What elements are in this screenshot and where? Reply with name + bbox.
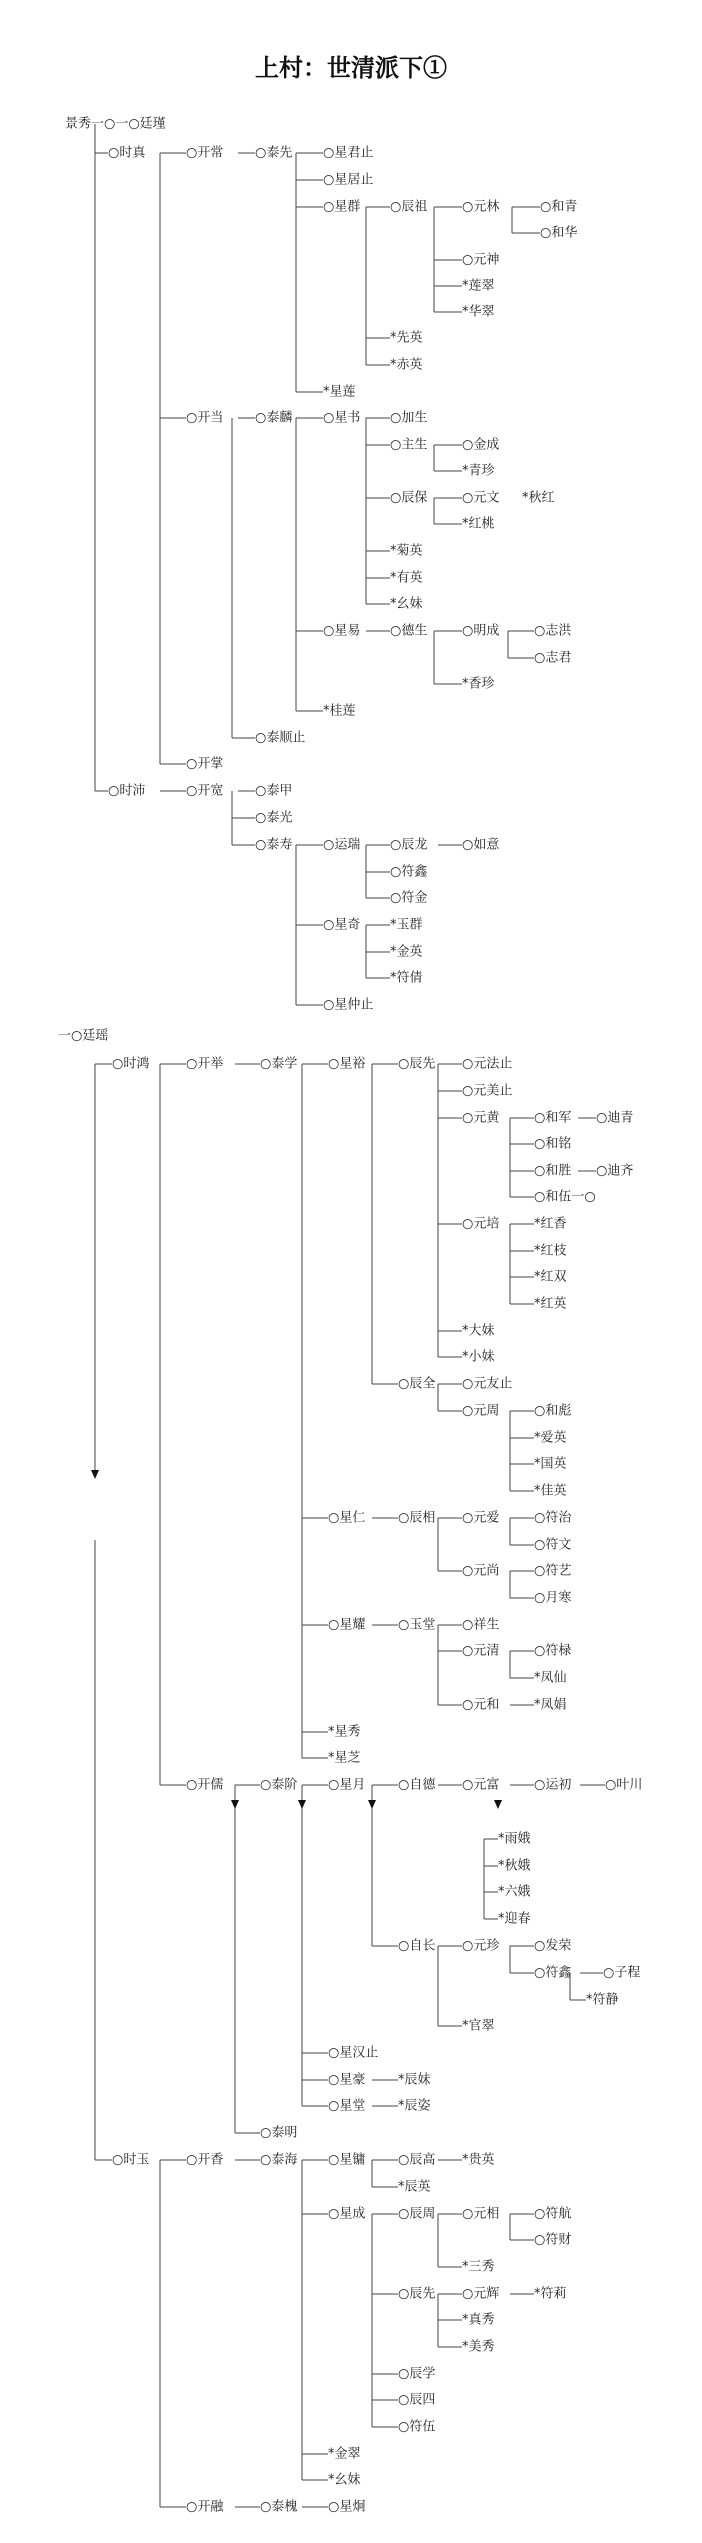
person-node: *金英 [390,944,423,960]
person-node: *星芝 [328,1750,361,1766]
person-node: *符倩 [390,970,423,986]
person-node: ○泰寿 [255,837,293,853]
person-node: *辰姿 [398,2098,431,2114]
person-node: ○符艺 [534,1563,572,1579]
person-node: ○星月 [328,1777,366,1793]
person-node: *红枝 [534,1243,567,1259]
tree-labels [58,117,642,2515]
person-node: ○星易 [323,623,361,639]
person-node: ○星镛 [328,2152,366,2168]
person-node: *佳英 [534,1483,567,1499]
down-arrow-icon [494,1800,502,1809]
tree-connectors [91,124,605,2507]
person-node: ○元珍 [462,1938,500,1954]
person-node: ○泰海 [260,2152,298,2168]
person-node: ○符治 [534,1510,572,1526]
person-node: ○元文 [462,490,500,506]
person-node: ○泰顺止 [255,730,306,746]
person-node: ○开香 [186,2152,224,2168]
down-arrow-icon [298,1800,306,1809]
person-node: ○符椂 [534,1643,572,1659]
person-node: ○泰麟 [255,410,293,426]
person-node: *菊英 [390,543,423,559]
person-node: *红香 [534,1216,567,1232]
person-node: *真秀 [462,2312,495,2328]
person-node: *红桃 [462,516,495,532]
person-node: ○和铭 [534,1136,572,1152]
person-node: *凤娟 [534,1697,567,1713]
person-node: ○开宽 [186,783,224,799]
person-node: *先英 [390,330,423,346]
person-node: *有英 [390,570,423,586]
person-node: ○志君 [534,650,572,666]
person-node: *贵英 [462,2152,495,2168]
person-node: ○辰祖 [390,199,428,215]
person-node: *秋娥 [498,1858,531,1874]
person-node: ○辰高 [398,2152,436,2168]
person-node: *凤仙 [534,1670,567,1686]
person-node: *美秀 [462,2339,495,2355]
down-arrow-icon [368,1800,376,1809]
person-node: ○和华 [540,225,578,241]
person-node: *星秀 [328,1724,361,1740]
person-node: ○星炯 [328,2499,366,2515]
person-node: ○祥生 [462,1617,500,1633]
person-node: ○辰龙 [390,837,428,853]
person-node: ○月寒 [534,1590,572,1606]
person-node: ○迪青 [596,1110,634,1126]
person-node: 景秀一○一○廷瑾 [65,116,166,132]
person-node: *雨娥 [498,1831,531,1847]
person-node: ○如意 [462,837,500,853]
person-node: *香珍 [462,676,495,692]
person-node: ○泰槐 [260,2499,298,2515]
person-node: ○时鸿 [112,1056,150,1072]
person-node: ○发荣 [534,1938,572,1954]
person-node: ○自长 [398,1938,436,1954]
person-node: *大妹 [462,1323,495,1339]
person-node: ○时玉 [112,2152,150,2168]
person-node: *六娥 [498,1884,531,1900]
person-node: 一○廷瑶 [58,1028,109,1044]
chart-title: 上村：世清派下① [255,53,447,82]
person-node: ○元培 [462,1216,500,1232]
person-node: ○开儒 [186,1777,224,1793]
person-node: *秋红 [522,490,555,506]
person-node: ○辰相 [398,1510,436,1526]
person-node: ○元友止 [462,1376,513,1392]
person-node: ○辰先 [398,2286,436,2302]
person-node: *青珍 [462,463,495,479]
person-node: ○加生 [390,410,428,426]
person-node: ○元清 [462,1643,500,1659]
person-node: ○志洪 [534,623,572,639]
person-node: ○和青 [540,199,578,215]
person-node: ○元黄 [462,1110,500,1126]
person-node: ○泰甲 [255,783,293,799]
person-node: ○开当 [186,410,224,426]
person-node: *三秀 [462,2259,495,2275]
person-node: *符莉 [534,2286,567,2302]
person-node: *辰英 [398,2179,431,2195]
person-node: ○符金 [390,890,428,906]
person-node: ○泰光 [255,810,293,826]
person-node: *金翠 [328,2446,361,2462]
person-node: ○元爱 [462,1510,500,1526]
person-node: *玉群 [390,917,423,933]
person-node: ○星奇 [323,917,361,933]
person-node: ○星成 [328,2206,366,2222]
person-node: ○星堂 [328,2098,366,2114]
person-node: *莲翠 [462,278,495,294]
person-node: ○和军 [534,1110,572,1126]
person-node: *星莲 [323,384,356,400]
person-node: *红双 [534,1269,567,1285]
person-node: ○星仁 [328,1510,366,1526]
person-node: ○主生 [390,437,428,453]
person-node: ○玉堂 [398,1617,436,1633]
person-node: ○泰学 [260,1056,298,1072]
person-node: ○辰保 [390,490,428,506]
person-node: ○德生 [390,623,428,639]
person-node: *爱英 [534,1430,567,1446]
person-node: ○星汉止 [328,2045,379,2061]
person-node: ○符航 [534,2206,572,2222]
person-node: ○元尚 [462,1563,500,1579]
person-node: ○符文 [534,1537,572,1553]
person-node: *幺妹 [390,596,423,612]
person-node: ○符鑫 [390,864,428,880]
person-node: ○泰明 [260,2125,298,2141]
person-node: ○明成 [462,623,500,639]
person-node: ○星耀 [328,1617,366,1633]
person-node: *符静 [586,1992,619,2008]
person-node: ○星群 [323,199,361,215]
person-node: ○泰先 [255,145,293,161]
person-node: ○开掌 [186,756,224,772]
person-node: ○星君止 [323,145,374,161]
person-node: ○符鑫 [534,1965,572,1981]
person-node: *桂莲 [323,703,356,719]
down-arrow-icon [91,1470,99,1479]
person-node: ○和伍一○ [534,1189,596,1205]
person-node: ○辰周 [398,2206,436,2222]
person-node: ○运初 [534,1777,572,1793]
person-node: ○辰学 [398,2366,436,2382]
person-node: ○子程 [603,1965,641,1981]
person-node: *迎春 [498,1911,531,1927]
person-node: ○星裕 [328,1056,366,1072]
person-node: ○元辉 [462,2286,500,2302]
person-node: ○和胜 [534,1163,572,1179]
person-node: ○辰四 [398,2392,436,2408]
person-node: ○运瑞 [323,837,361,853]
person-node: *辰妹 [398,2072,431,2088]
person-node: ○开融 [186,2499,224,2515]
person-node: ○叶川 [605,1777,643,1793]
person-node: *国英 [534,1456,567,1472]
person-node: ○时真 [108,145,146,161]
person-node: ○辰全 [398,1376,436,1392]
person-node: *小妹 [462,1349,495,1365]
person-node: ○元神 [462,252,500,268]
person-node: ○元相 [462,2206,500,2222]
person-node: ○元林 [462,199,500,215]
person-node: ○元和 [462,1697,500,1713]
person-node: ○泰阶 [260,1777,298,1793]
person-node: ○和彪 [534,1403,572,1419]
person-node: ○星居止 [323,172,374,188]
person-node: ○辰先 [398,1056,436,1072]
person-node: ○符财 [534,2232,572,2248]
person-node: *华翠 [462,304,495,320]
person-node: ○符伍 [398,2419,436,2435]
person-node: *官翠 [462,2018,495,2034]
down-arrow-icon [231,1800,239,1809]
person-node: ○元法止 [462,1056,513,1072]
person-node: ○自德 [398,1777,436,1793]
person-node: ○金成 [462,437,500,453]
person-node: *红英 [534,1296,567,1312]
person-node: *赤英 [390,357,423,373]
person-node: ○时沛 [108,783,146,799]
person-node: ○元周 [462,1403,500,1419]
person-node: ○开举 [186,1056,224,1072]
person-node: ○星书 [323,410,361,426]
person-node: ○元美止 [462,1083,513,1099]
person-node: ○星仲止 [323,997,374,1013]
person-node: ○星豪 [328,2072,366,2088]
person-node: ○开常 [186,145,224,161]
person-node: *幺妹 [328,2472,361,2488]
person-node: ○迪齐 [596,1163,634,1179]
person-node: ○元富 [462,1777,500,1793]
